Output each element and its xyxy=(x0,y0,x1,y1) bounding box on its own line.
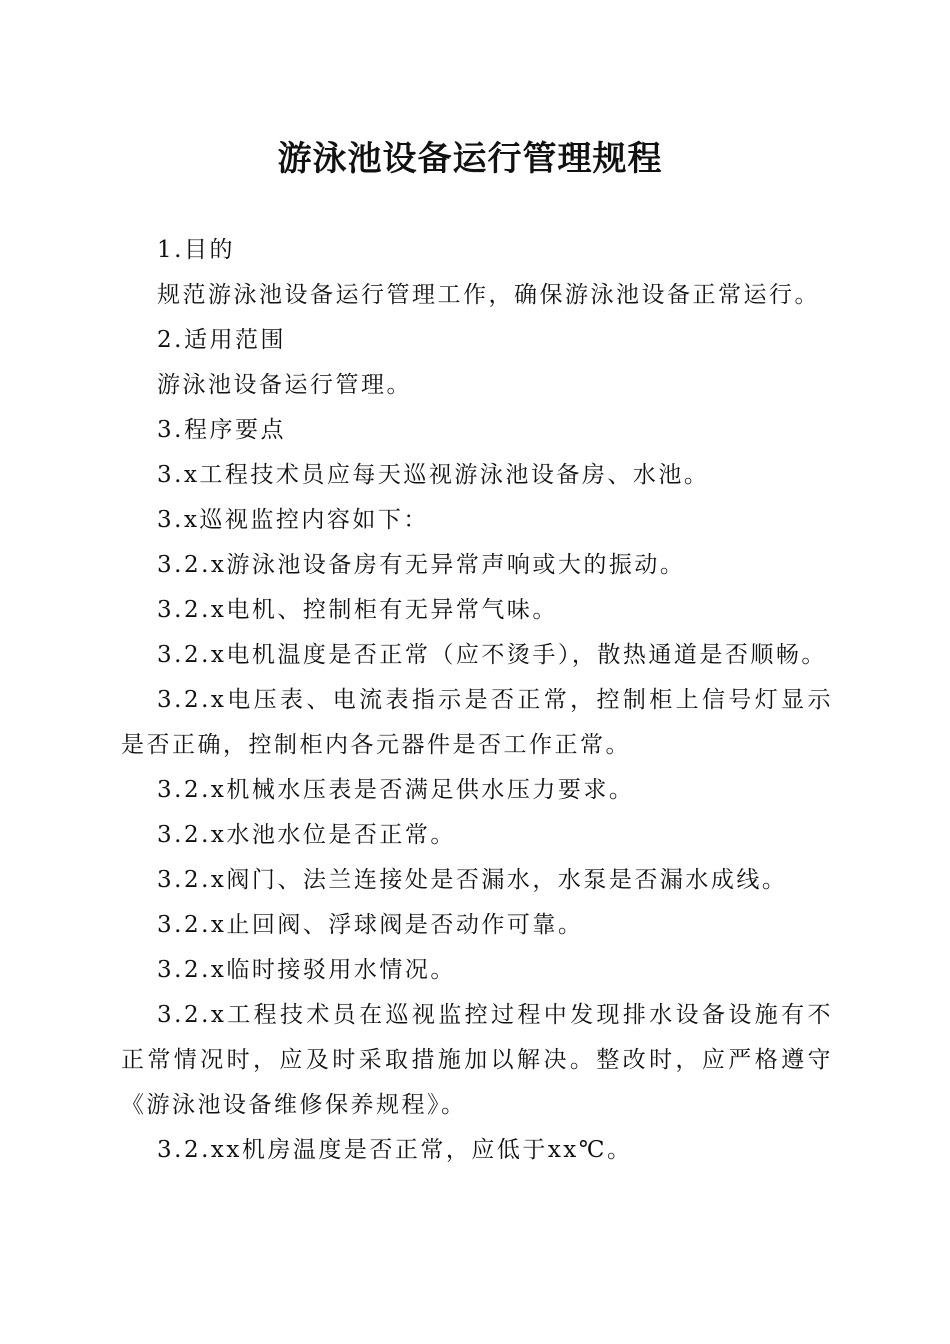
paragraph-3: 2.适用范围 xyxy=(157,327,286,353)
document-body xyxy=(121,228,833,1173)
paragraph-1: 1.目的 xyxy=(157,237,235,263)
paragraph-12: 3.2.x机械水压表是否满足供水压力要求。 xyxy=(157,777,635,803)
paragraph-7: 3.x巡视监控内容如下： xyxy=(157,507,429,533)
document-title: 游泳池设备运行管理规程 xyxy=(277,139,663,179)
paragraph-13: 3.2.x水池水位是否正常。 xyxy=(157,822,456,848)
paragraph-5: 3.程序要点 xyxy=(157,417,286,443)
paragraph-8: 3.2.x游泳池设备房有无异常声响或大的振动。 xyxy=(157,552,686,578)
paragraph-18: 3.2.xx机房温度是否正常，应低于xx℃。 xyxy=(157,1137,633,1163)
paragraph-9: 3.2.x电机、控制柜有无异常气味。 xyxy=(157,597,558,623)
paragraph-16: 3.2.x临时接驳用水情况。 xyxy=(157,957,456,983)
paragraph-14: 3.2.x阀门、法兰连接处是否漏水，水泵是否漏水成线。 xyxy=(157,867,788,893)
paragraph-15: 3.2.x止回阀、浮球阀是否动作可靠。 xyxy=(157,912,584,938)
paragraph-10: 3.2.x电机温度是否正常（应不烫手），散热通道是否顺畅。 xyxy=(157,642,827,668)
paragraph-11: 3.2.x电压表、电流表指示是否正常，控制柜上信号灯显示是否正确，控制柜内各元器件是否工作正常。 xyxy=(121,687,833,758)
paragraph-4: 游泳池设备运行管理。 xyxy=(157,372,412,398)
paragraph-2: 规范游泳池设备运行管理工作，确保游泳池设备正常运行。 xyxy=(157,282,820,308)
paragraph-6: 3.x工程技术员应每天巡视游泳池设备房、水池。 xyxy=(157,462,710,488)
paragraph-17: 3.2.x工程技术员在巡视监控过程中发现排水设备设施有不正常情况时，应及时采取措施加以解决。整改时，应严格遵守《游泳池设备维修保养规程》。 xyxy=(121,1002,833,1118)
